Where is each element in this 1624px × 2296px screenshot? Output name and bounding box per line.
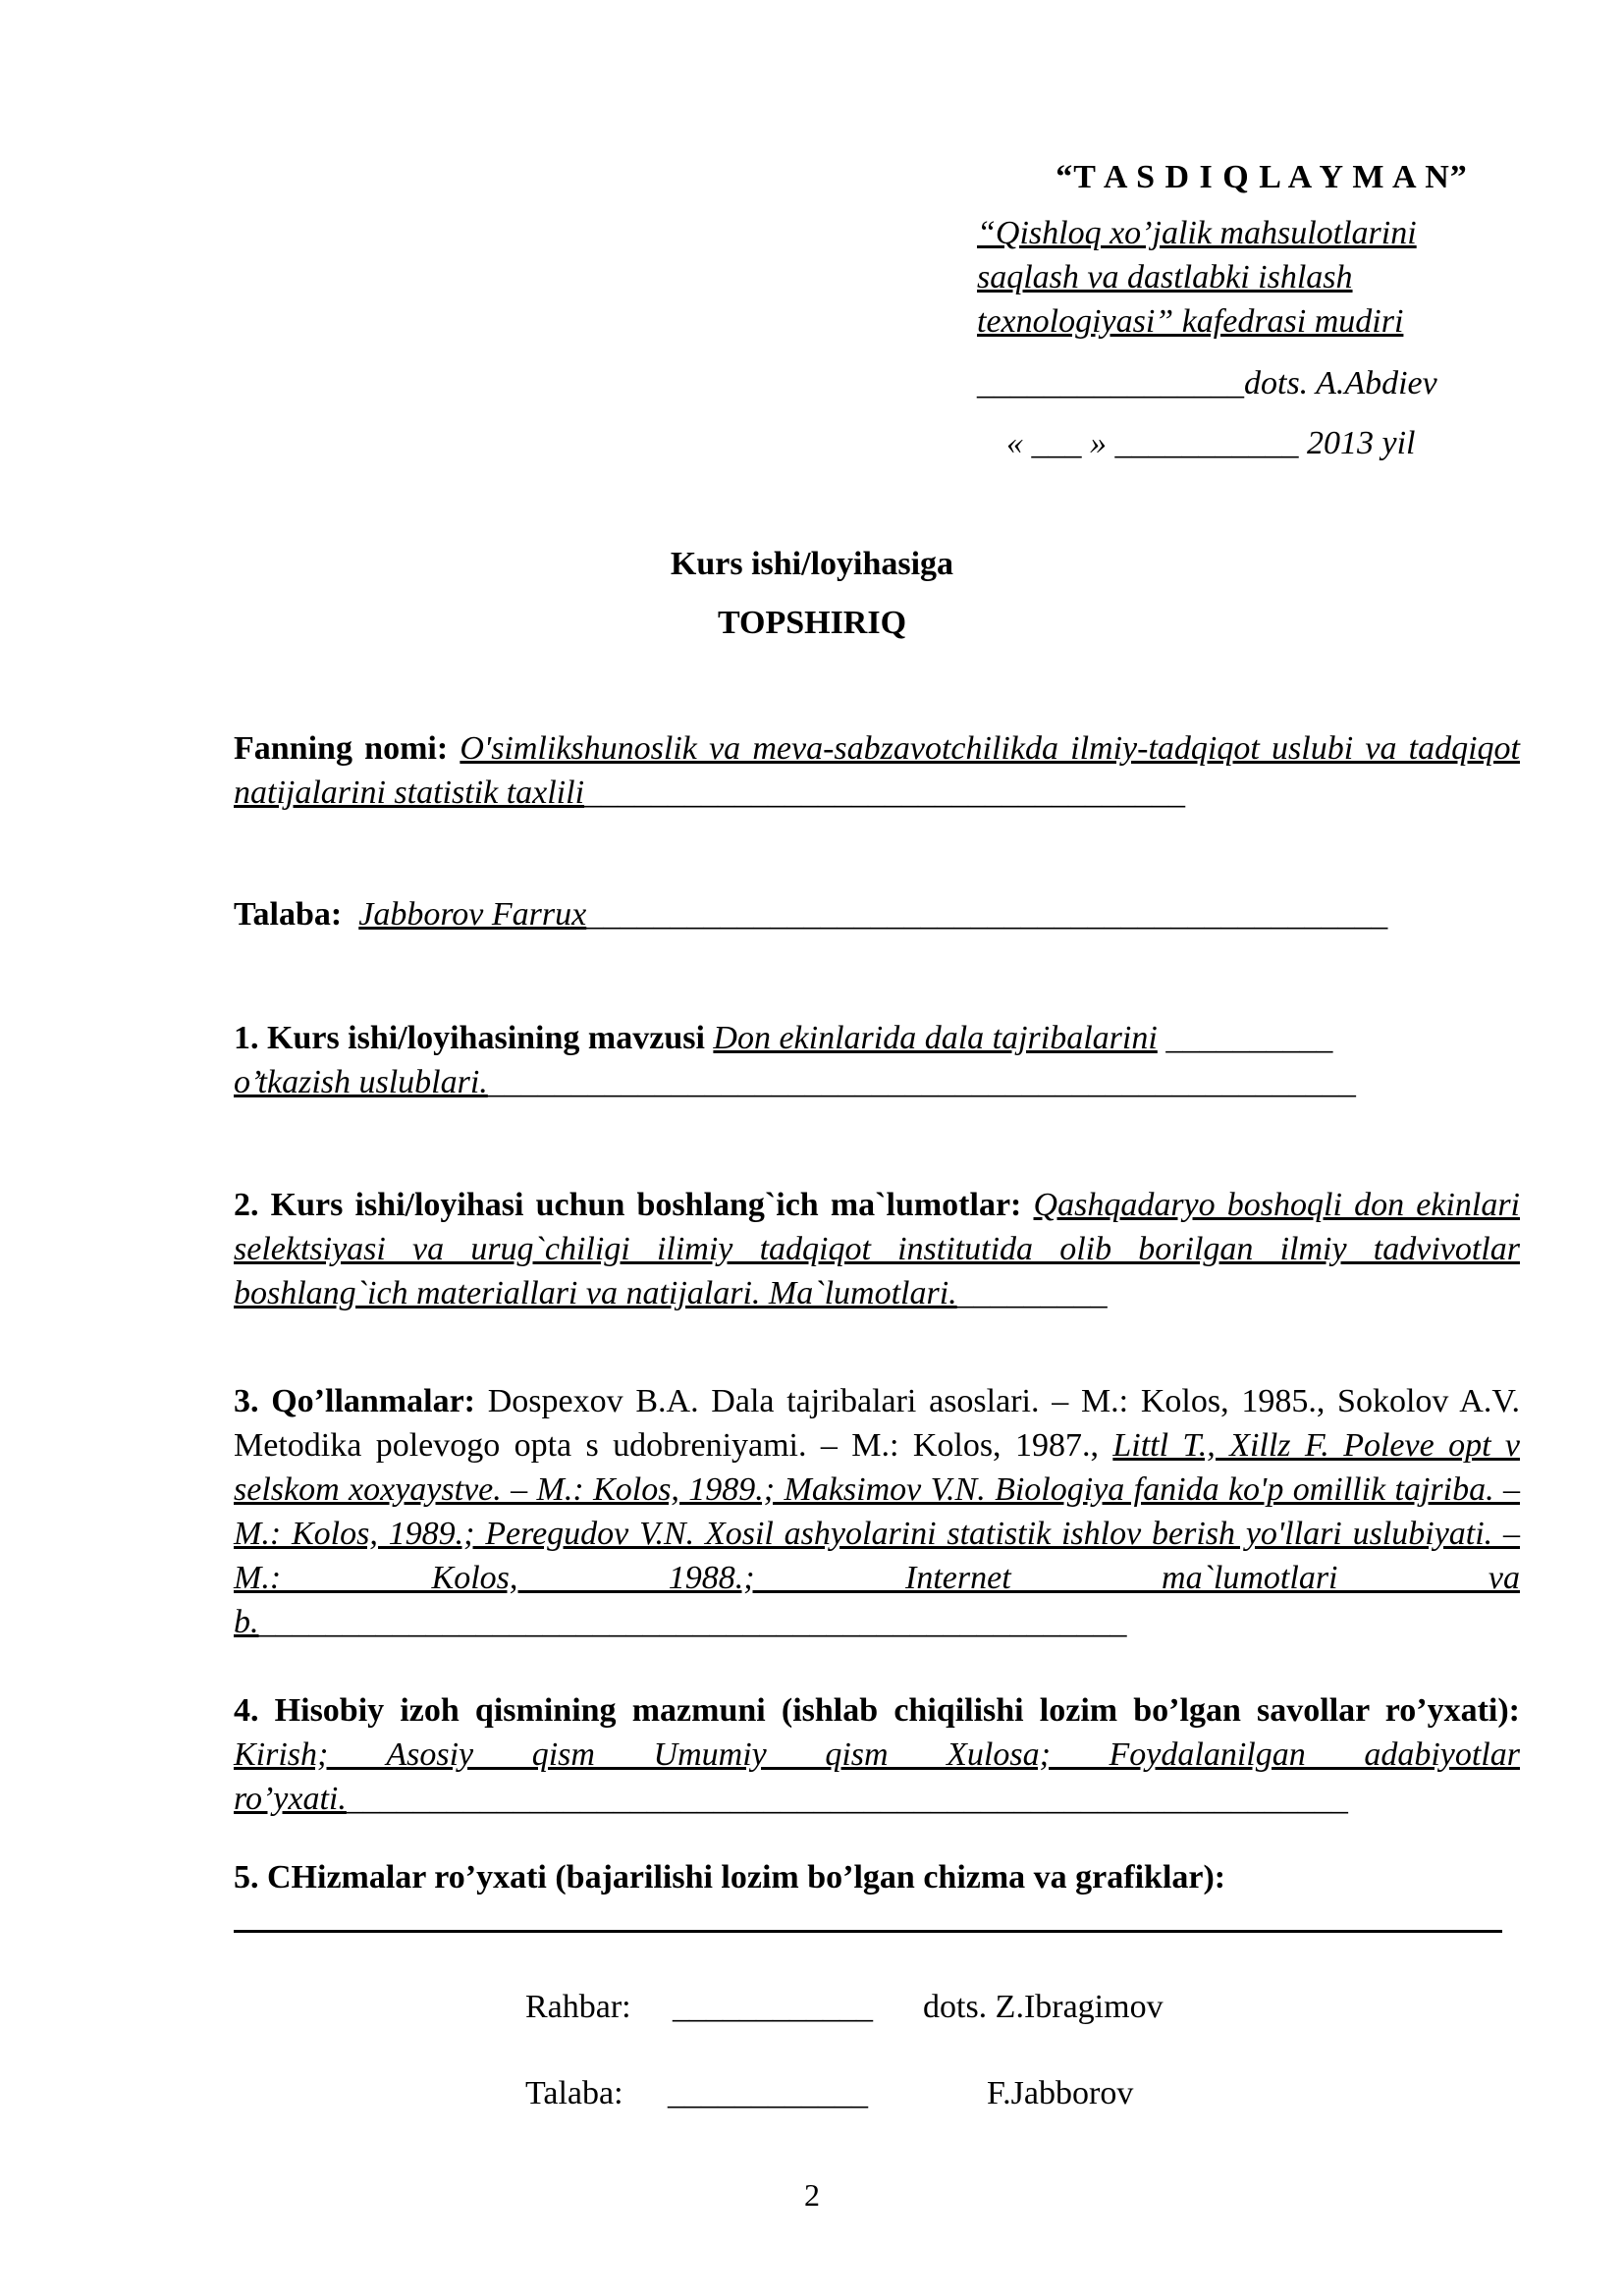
initial-data-underline: _________ [956, 1275, 1108, 1311]
initial-data-value: Qashqadaryo boshoqli don ekinlari selektsiyasi va urug`chiligi ilimiy tadqiqot institutida olib borilgan ilmiy tadvivotlar boshlang`ich materiallari va natijalari. Ma`lumotlari. [234, 1187, 1521, 1311]
references-underline: ____________________________________________________ [258, 1604, 1127, 1640]
student-signature-label: Talaba: [525, 2075, 623, 2111]
approval-block [977, 155, 1527, 465]
page-number: 2 [804, 2177, 820, 2213]
approval-department-line: texnologiyasi” kafedrasi mudiri [977, 303, 1404, 340]
topic-section [234, 1016, 1520, 1104]
contents-underline: ____________________________________________________________ [346, 1781, 1348, 1817]
student-value: Jabborov Farrux [358, 896, 587, 933]
document-title: TOPSHIRIQ [717, 605, 907, 641]
drawings-label: 5. CHizmalar ro’yxati (bajarilishi lozim bo’lgan chizma va grafiklar): [234, 1859, 1226, 1896]
student-signature-line: ____________ [668, 2075, 868, 2111]
approval-department-line: “Qishloq xo’jalik mahsulotlarini [977, 215, 1417, 251]
topic-label: 1. Kurs ishi/loyihasining mavzusi [234, 1020, 705, 1056]
student-signature-name: F.Jabborov [987, 2075, 1134, 2111]
student-signature [525, 2071, 1133, 2115]
contents-section [234, 1688, 1520, 1821]
references-plain: Dospexov B.A. Dala tajribalari asoslari. – M.: Kolos, 1985., Sokolov A.V. Metodika polevogo opta s udobreniyami. – M.: Kolos, 1987., [234, 1383, 1520, 1464]
subject-underline: ____________________________________ [584, 774, 1186, 811]
initial-data-label: 2. Kurs ishi/loyihasi uchun boshlang`ich ma`lumotlar: [234, 1187, 1022, 1223]
subject-value: O'simlikshunoslik va meva-sabzavotchilikda ilmiy-tadqiqot uslubi va tadqiqot natijalarini statistik taxlili [234, 730, 1520, 811]
topic-value: Don ekinlarida dala tajribalarini [713, 1020, 1158, 1056]
student-section [234, 892, 1520, 936]
supervisor-signature [525, 1985, 1164, 2029]
topic-value-continued: o’tkazish uslublari. [234, 1064, 488, 1100]
contents-label: 4. Hisobiy izoh qismining mazmuni (ishlab chiqilishi lozim bo’lgan savollar ro’yxati): [234, 1692, 1520, 1729]
references-section [234, 1379, 1520, 1644]
approval-date: « ___ » ___________ 2013 yil [1006, 425, 1416, 461]
approval-department-line: saqlash va dastlabki ishlash [977, 259, 1353, 295]
approval-signature: ________________dots. A.Abdiev [977, 365, 1437, 401]
student-underline: ________________________________________________ [586, 896, 1388, 933]
approval-department [977, 211, 1527, 344]
approval-title: “T A S D I Q L A Y M A N” [1056, 159, 1468, 195]
subject-label: Fanning nomi: [234, 730, 449, 767]
supervisor-name: dots. Z.Ibragimov [923, 1989, 1164, 2025]
references-label: 3. Qo’llanmalar: [234, 1383, 475, 1419]
supervisor-line: ____________ [673, 1989, 873, 2025]
contents-value: Kirish; Asosiy qism Umumiy qism Xulosa; Foydalanilgan adabiyotlar ro’yxati. [234, 1736, 1520, 1817]
subject-section [234, 726, 1520, 815]
student-label: Talaba: [234, 896, 343, 933]
drawings-section [234, 1855, 1520, 1899]
initial-data-section [234, 1183, 1520, 1315]
supervisor-label: Rahbar: [525, 1989, 631, 2025]
drawings-rule [234, 1930, 1502, 1933]
document-heading: Kurs ishi/loyihasiga [670, 546, 954, 582]
references-value: Littl T., Xillz F. Poleve opt v selskom xoxyaystve. – M.: Kolos, 1989.; Maksimov V.N. Biologiya fanida ko'p omillik tajriba. – M.: Kolos, 1989.; Peregudov V.N. Xosil ashyolarini statistik ishlov berish yo'llari uslubiyati. – M.: Kolos, 1988.; Internet ma`lumotlari va b. [234, 1427, 1520, 1640]
topic-underline: __________ [1165, 1020, 1333, 1056]
topic-underline: ____________________________________________________ [487, 1064, 1356, 1100]
